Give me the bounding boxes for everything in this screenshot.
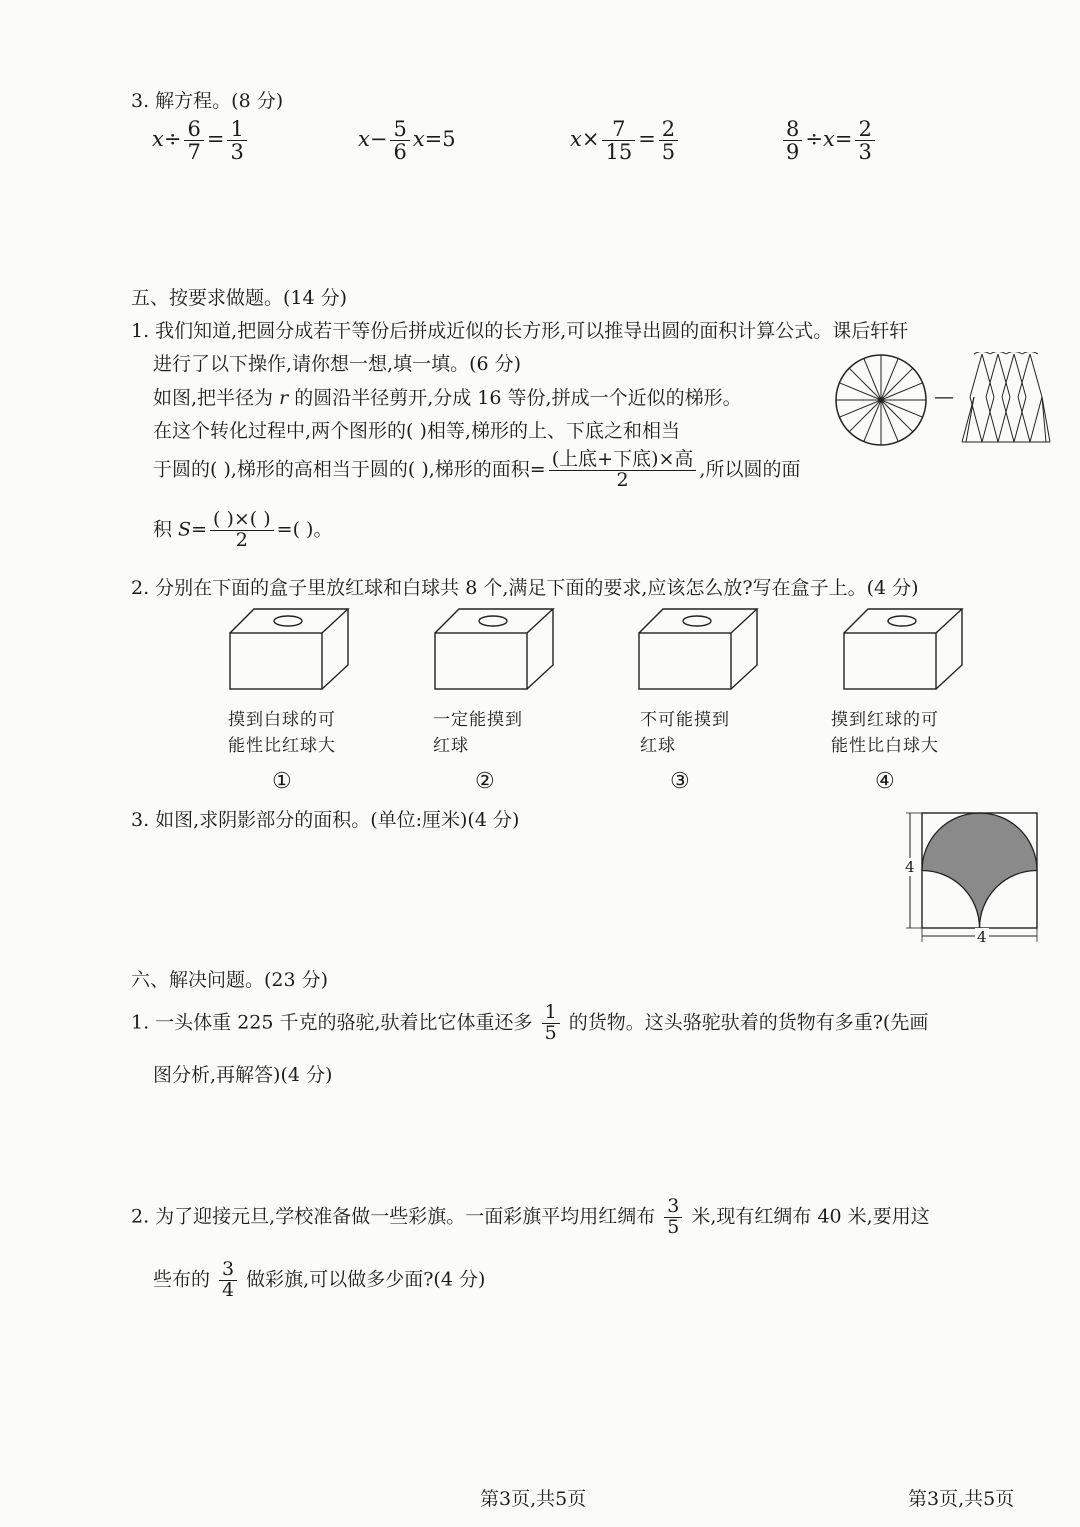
transform-dash: — — [934, 384, 954, 408]
s6-q2-line1: 2. 为了迎接元旦,学校准备做一些彩旗。一面彩旗平均用红绸布 $\frac{3}{5}$ 米,现有红绸布 40 米,要用这 — [131, 1195, 930, 1238]
sector-circle-figure — [833, 352, 929, 448]
ball-box-1 — [228, 607, 350, 691]
section-5-title: 五、按要求做题。(14 分) — [131, 287, 348, 309]
box-2-number: ② — [475, 769, 495, 794]
box-1-requirement: 摸到白球的可 能性比红球大 — [228, 710, 336, 756]
s5-q1-line3: 如图,把半径为 r 的圆沿半径剪开,分成 16 等份,拼成一个近似的梯形。 — [153, 387, 742, 409]
s5-q1-line5: 于圆的( ),梯形的高相当于圆的( ),梯形的面积= $\frac{\text{(上底+下底)×高}}{2}$ ,所以圆的面 — [153, 448, 801, 491]
equation-4: $\frac{8}{9}$ ÷x= $\frac{2}{3}$ — [780, 118, 878, 163]
s6-q2-line2: 些布的 $\frac{3}{4}$ 做彩旗,可以做多少面?(4 分) — [153, 1258, 486, 1301]
s5-q1-line4: 在这个转化过程中,两个图形的( )相等,梯形的上、下底之和相当 — [153, 420, 680, 442]
s5-q1-line6: 积 S= $\frac{( )\times( )}{2}$ =( )。 — [153, 508, 333, 551]
q4-3-title: 3. 解方程。(8 分) — [131, 90, 284, 112]
box-3-number: ③ — [670, 769, 690, 794]
ball-box-2 — [433, 607, 555, 691]
s5-q1-line1: 1. 我们知道,把圆分成若干等份后拼成近似的长方形,可以推导出圆的面积计算公式。课后轩轩 — [131, 320, 909, 342]
page-footer-left: 第3页,共5页 — [480, 1488, 587, 1510]
equation-1: x÷ $\frac{6}{7}$ = $\frac{1}{3}$ — [152, 118, 250, 163]
ball-box-4 — [842, 607, 964, 691]
s6-q1-line1: 1. 一头体重 225 千克的骆驼,驮着比它体重还多 $\frac{1}{5}$ 的货物。这头骆驼驮着的货物有多重?(先画 — [131, 1001, 929, 1044]
figure-side-label: 4 — [905, 858, 915, 876]
box-2-requirement: 一定能摸到 红球 — [433, 710, 523, 756]
s6-q1-line2: 图分析,再解答)(4 分) — [153, 1064, 333, 1086]
shaded-area-figure — [900, 808, 1040, 944]
ball-box-3 — [637, 607, 759, 691]
figure-bottom-label: 4 — [977, 928, 987, 946]
s5-q3-title: 3. 如图,求阴影部分的面积。(单位:厘米)(4 分) — [131, 809, 520, 831]
box-4-number: ④ — [875, 769, 895, 794]
equation-3: x× $\frac{7}{15}$ = $\frac{2}{5}$ — [570, 118, 681, 163]
equation-2: x− $\frac{5}{6}$ x=5 — [358, 117, 456, 165]
s5-q2-title: 2. 分别在下面的盒子里放红球和白球共 8 个,满足下面的要求,应该怎么放?写在盒子上。(4 分) — [131, 577, 919, 599]
s5-q1-line2: 进行了以下操作,请你想一想,填一填。(6 分) — [153, 353, 522, 375]
box-4-requirement: 摸到红球的可 能性比白球大 — [831, 710, 939, 756]
section-6-title: 六、解决问题。(23 分) — [131, 969, 329, 991]
page-footer-right: 第3页,共5页 — [908, 1488, 1015, 1510]
box-1-number: ① — [272, 769, 292, 794]
trapezoid-figure — [960, 352, 1052, 444]
box-3-requirement: 不可能摸到 红球 — [640, 710, 730, 756]
